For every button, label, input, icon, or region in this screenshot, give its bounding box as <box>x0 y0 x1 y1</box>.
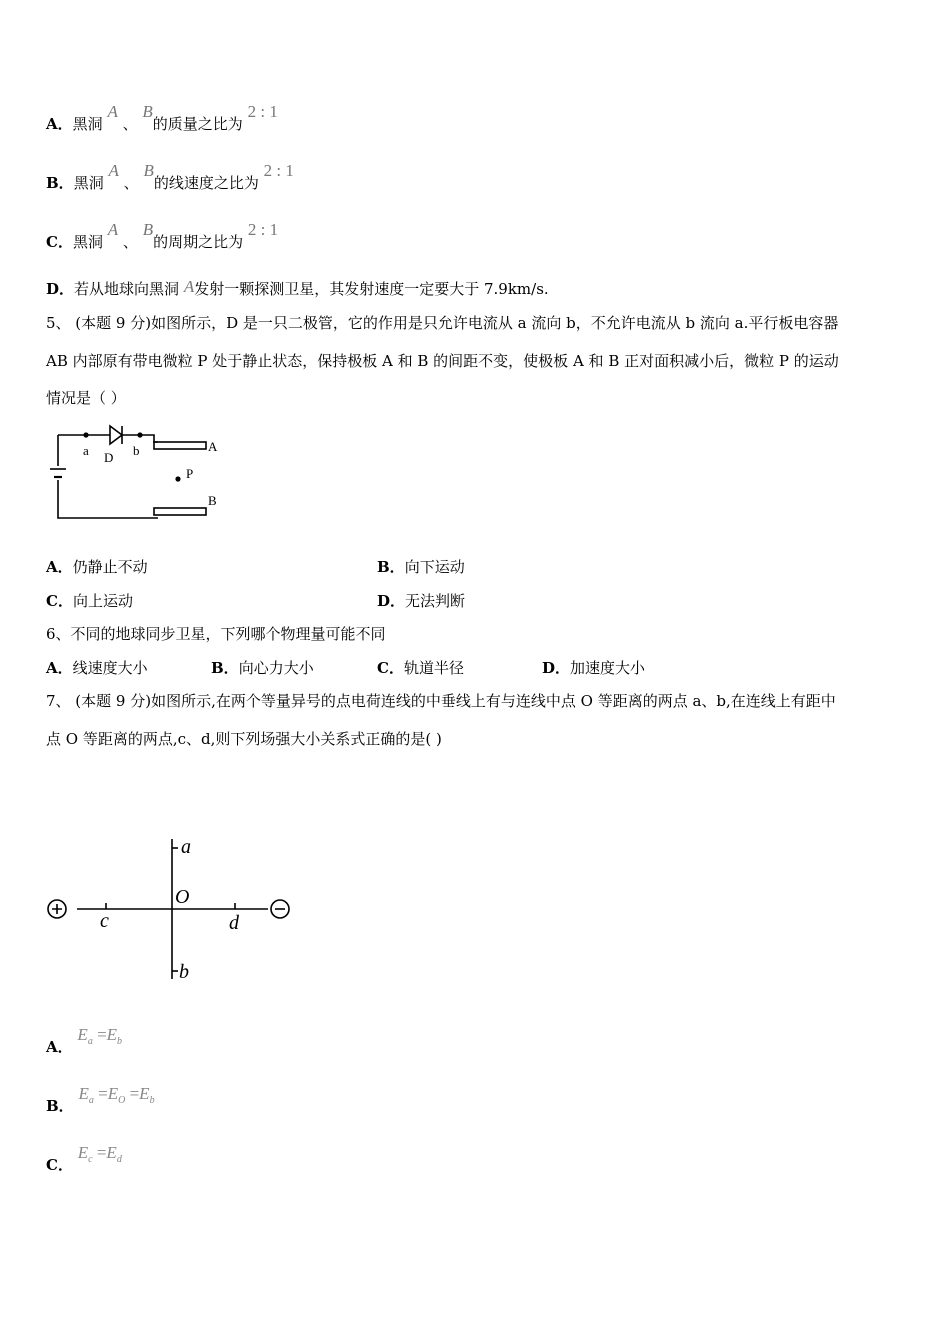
label-d: D <box>104 450 114 465</box>
q7-option-b: B． $E_a =E_O =E_b$ <box>46 1084 155 1115</box>
q4-option-b: B．黑洞 A 、 B的线速度之比为 2 : 1 <box>46 161 294 192</box>
label-particle-p: P <box>186 466 194 481</box>
node-b <box>137 432 142 437</box>
node-a <box>83 432 88 437</box>
label-b: b <box>133 443 140 458</box>
q6-stem: 6、不同的地球同步卫星，下列哪个物理量可能不同 <box>46 625 386 643</box>
label-b: b <box>179 961 189 983</box>
formula-c: $E_c =E_d$ <box>77 1143 122 1165</box>
formula-a: $E_a =E_b$ <box>77 1025 123 1047</box>
q5-option-a: A．仍静止不动 <box>46 558 148 576</box>
label-o: O <box>175 886 190 908</box>
label-d: d <box>229 912 239 934</box>
label-a: a <box>83 443 89 458</box>
plate-a <box>154 442 206 449</box>
q6-option-a: A．线速度大小 <box>46 659 148 677</box>
plus-sign <box>52 904 62 914</box>
q5-stem-line-2: AB 内部原有带电微粒 P 处于静止状态，保持极板 A 和 B 的间距不变，使极板 A 和 B 正对面积减小后，微粒 P 的运动 <box>46 352 839 370</box>
formula-b: $E_a =E_O =E_b$ <box>78 1084 155 1106</box>
q7-option-a: A． $E_a =E_b$ <box>46 1025 123 1056</box>
circuit-wire-left <box>58 435 158 518</box>
q7-option-c: C． $E_c =E_d$ <box>46 1143 122 1174</box>
q4-option-a: A．黑洞 A 、 B的质量之比为 2 : 1 <box>46 102 278 133</box>
label-c: c <box>100 910 109 932</box>
q6-option-c: C．轨道半径 <box>377 659 464 677</box>
q6-option-d: D．加速度大小 <box>542 659 646 677</box>
q5-stem-line-1: 5、 (本题 9 分)如图所示，D 是一只二极管，它的作用是只允许电流从 a 流向 b，不允许电流从 b 流向 a.平行板电容器 <box>46 314 839 332</box>
q5-circuit-figure <box>46 420 226 525</box>
q7-stem-line-1: 7、 (本题 9 分)如图所示,在两个等量异号的点电荷连线的中垂线上有与连线中点 O 等距离的两点 a、b,在连线上有距中 <box>46 692 836 710</box>
q4-option-d: D．若从地球向黑洞 A发射一颗探测卫星，其发射速度一定要大于 7.9km/s. <box>46 277 549 298</box>
q5-stem-line-3: 情况是（ ） <box>46 389 126 407</box>
particle-p <box>175 476 180 481</box>
q4-option-c: C．黑洞 A 、 B的周期之比为 2 : 1 <box>46 220 279 251</box>
label-plate-b: B <box>208 493 217 508</box>
q7-field-figure <box>44 835 299 985</box>
q5-option-c: C．向上运动 <box>46 592 133 610</box>
label-a: a <box>181 836 191 858</box>
q7-stem-line-2: 点 O 等距离的两点,c、d,则下列场强大小关系式正确的是( ) <box>46 730 442 748</box>
label-plate-a: A <box>208 439 218 454</box>
q6-option-b: B．向心力大小 <box>211 659 314 677</box>
diode-symbol <box>104 426 158 444</box>
q5-option-d: D．无法判断 <box>377 592 466 610</box>
plate-b <box>154 508 206 515</box>
q5-option-b: B．向下运动 <box>377 558 465 576</box>
